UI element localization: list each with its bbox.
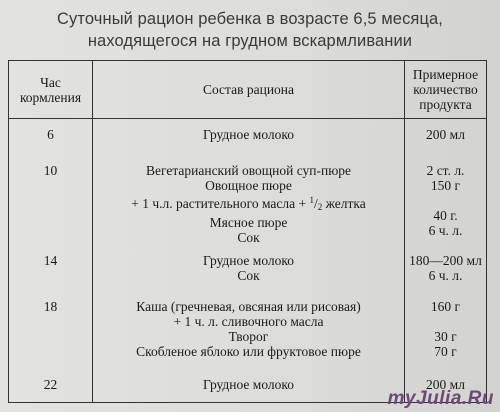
header-feeding-hour <box>9 61 93 119</box>
amount: 2 ст. л. <box>426 162 465 178</box>
fraction-suffix: желтка <box>322 195 366 211</box>
item: Вегетарианский овощной суп-пюре <box>145 162 352 178</box>
amount <box>405 314 486 329</box>
table-row <box>9 119 487 155</box>
amount: 30 г <box>434 328 457 344</box>
items-cell <box>93 155 405 245</box>
item: Творог <box>228 328 269 344</box>
fraction-denominator: 2 <box>317 201 323 212</box>
items-cell <box>93 291 405 369</box>
amount: 40 г. <box>433 207 458 223</box>
header-amount-line-3: продукта <box>419 97 472 112</box>
amount <box>405 193 486 208</box>
header-amount-line-2: количество <box>413 82 478 97</box>
header-amount <box>405 61 487 119</box>
item: Грудное молоко <box>202 127 295 142</box>
site-watermark: myJulia.Ru <box>387 388 494 409</box>
item: Овощное пюре <box>205 177 292 193</box>
item: Каша (гречневая, овсяная или рисовая) <box>136 298 361 314</box>
header-amount-line-1: Примерное <box>412 67 479 82</box>
hour-cell: 18 <box>9 291 93 369</box>
amount: 160 г <box>430 298 461 314</box>
amount: 6 ч. л. <box>428 222 463 238</box>
table-row <box>9 245 487 291</box>
item: Грудное молоко <box>202 376 295 392</box>
header-hour-line-2: кормления <box>19 89 82 105</box>
amount: 200 мл <box>426 127 465 142</box>
header-hour-line-1: Час <box>40 74 61 90</box>
amount: 150 г <box>430 177 461 193</box>
fraction-prefix: + 1 ч.л. растительного масла + <box>131 195 310 211</box>
hour-cell: 10 <box>9 155 93 245</box>
amount: 180—200 мл <box>409 252 482 268</box>
amount-cell <box>405 119 487 155</box>
item: Сок <box>237 229 260 245</box>
hour-cell: 22 <box>9 369 93 403</box>
title-line-1: Суточный рацион ребенка в возрасте 6,5 месяца, <box>57 10 443 28</box>
fraction-numerator: 1 <box>309 194 314 205</box>
item: Скобленое яблоко или фруктовое пюре <box>136 343 361 359</box>
header-diet-composition: Состав рациона <box>93 61 405 119</box>
amount: 70 г <box>434 343 457 359</box>
item: Грудное молоко <box>202 252 295 268</box>
hour-cell: 6 <box>9 119 93 155</box>
diet-table <box>8 60 487 403</box>
amount-cell <box>405 245 487 291</box>
table-row <box>9 291 487 369</box>
amount: 6 ч. л. <box>428 267 463 283</box>
item: + 1 ч. л. сливочного масла <box>173 313 324 329</box>
table-header-row <box>9 61 487 119</box>
amount: 200 мл <box>426 376 465 392</box>
items-cell <box>93 369 405 403</box>
items-cell <box>93 245 405 291</box>
item-with-fraction: + 1 ч.л. растительного масла + $^1/_2$ желтка <box>131 194 366 212</box>
amount-cell <box>405 291 487 369</box>
hour-cell: 14 <box>9 245 93 291</box>
amount-cell <box>405 155 487 245</box>
title-line-2: находящегося на грудном вскармливании <box>87 32 413 50</box>
item: Мясное пюре <box>209 214 288 230</box>
item: Сок <box>237 267 260 283</box>
items-cell <box>93 119 405 155</box>
table-row <box>9 155 487 245</box>
